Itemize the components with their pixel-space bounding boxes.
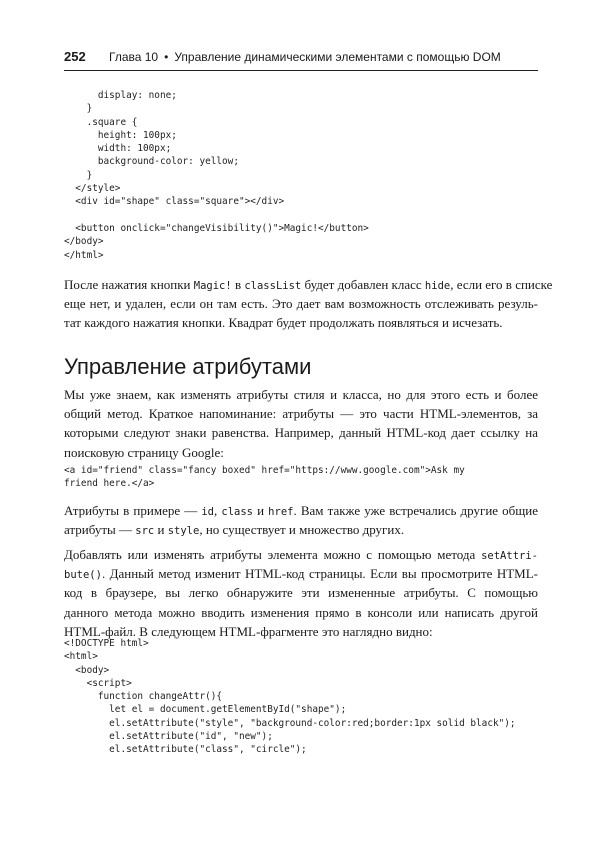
paragraph-attributes-intro: [64, 385, 538, 462]
paragraph-attribute-examples: [64, 501, 538, 539]
text-run: Добавлять или изменять атрибуты элемента можно с помощью метода: [64, 547, 482, 562]
text-run: атрибуты —: [64, 522, 136, 538]
text-run: код в браузере, вы легко обнаружите эти измененные атрибуты. С помощью: [64, 585, 538, 601]
inline-code: href: [268, 506, 294, 518]
code-line: </html>: [64, 249, 104, 261]
text-line: [64, 404, 538, 423]
code-line: <html>: [64, 651, 98, 663]
code-line: el.setAttribute("id", "new");: [64, 731, 273, 743]
chapter-title: Управление динамическими элементами с помощью DOM: [174, 50, 501, 64]
code-line: el.setAttribute("style", "background-color:red;border:1px solid black");: [64, 717, 516, 729]
code-line: <div id="shape" class="square"></div>: [64, 196, 285, 208]
text-line: [64, 443, 538, 462]
text-run: тат каждого нажатия кнопки. Квадрат будет продолжать появляться и исчезать.: [64, 315, 503, 331]
inline-code: setAttri-: [481, 550, 538, 562]
text-run: Атрибуты в примере —: [64, 503, 202, 518]
inline-code: src: [135, 525, 155, 538]
code-line: }: [64, 169, 93, 181]
code-line: <a id="friend" class="fancy boxed" href="https://www.google.com">Ask my: [64, 465, 465, 476]
code-line: background-color: yellow;: [64, 156, 239, 168]
code-line: }: [64, 103, 93, 115]
text-run: данного метода можно вводить изменения прямо в консоли или написать другой: [64, 604, 538, 620]
paragraph-magic-explanation: [64, 275, 553, 333]
inline-code: style: [167, 525, 200, 538]
text-line: [64, 564, 538, 583]
header-text: [109, 50, 501, 64]
text-run: еще нет, и удален, если он там есть. Это дает вам возможность отслеживать резуль-: [64, 296, 538, 312]
text-line: [64, 423, 538, 442]
code-line: .square {: [64, 116, 138, 128]
text-run: , но существует и множество других.: [199, 522, 405, 538]
code-line: let el = document.getElementById("shape");: [64, 704, 347, 716]
page-number: 252: [64, 49, 86, 64]
inline-code: class: [221, 506, 253, 518]
text-line: [64, 385, 538, 404]
inline-code: bute(): [64, 569, 102, 582]
paragraph-setattribute: [64, 545, 538, 641]
code-block-css-end: [64, 89, 369, 262]
code-line: height: 100px;: [64, 129, 177, 141]
inline-code: id: [201, 506, 214, 518]
text-run: . Данный метод изменит HTML-код страницы. Если вы просмотрите HTML-: [101, 566, 538, 582]
text-line: [64, 520, 538, 539]
text-run: которыми следуют знаки равенства. Например, данный HTML-код дает ссылку на: [64, 425, 538, 441]
text-line: [64, 294, 538, 313]
text-run: общий метод. Краткое напоминание: атрибуты — это части HTML-элементов, за: [64, 406, 538, 422]
text-run: поисковую страницу Google:: [64, 444, 224, 460]
section-heading: Управление атрибутами: [64, 354, 312, 379]
header-bullet: •: [164, 50, 169, 64]
code-line: friend here.</a>: [64, 478, 155, 490]
text-run: в: [231, 277, 245, 292]
code-line: function changeAttr(){: [64, 691, 223, 703]
code-line: el.setAttribute("class", "circle");: [64, 744, 307, 756]
running-header: [64, 48, 538, 71]
text-run: и: [154, 522, 168, 538]
text-run: и: [252, 503, 269, 518]
text-run: . Вам также уже встречались другие общие: [293, 503, 539, 518]
code-line: <script>: [64, 677, 132, 689]
code-line: display: none;: [64, 90, 177, 101]
text-line: [64, 501, 538, 520]
text-run: ,: [214, 503, 222, 518]
text-run: , если его в списке: [450, 277, 553, 292]
code-line: <button onclick="changeVisibility()">Magic!</button>: [64, 222, 369, 234]
text-run: HTML-файл. В следующем HTML-фрагменте это наглядно видно:: [64, 623, 433, 639]
text-line: [64, 313, 538, 332]
code-block-anchor-example: [64, 464, 465, 491]
text-line: [64, 545, 538, 564]
code-line: [64, 209, 369, 222]
code-line: width: 100px;: [64, 143, 172, 155]
text-run: После нажатия кнопки: [64, 277, 194, 292]
text-line: [64, 275, 553, 294]
code-line: </style>: [64, 183, 121, 195]
text-run: Мы уже знаем, как изменять атрибуты стиля и класса, но для этого есть и более: [64, 387, 538, 402]
inline-code: classList: [244, 280, 302, 292]
code-line: <!DOCTYPE html>: [64, 638, 149, 649]
code-line: <body>: [64, 664, 110, 676]
code-block-changeattr: [64, 637, 516, 757]
text-line: [64, 583, 538, 602]
inline-code: hide: [424, 280, 451, 292]
code-line: </body>: [64, 236, 104, 248]
text-run: будет добавлен класс: [301, 277, 425, 292]
text-line: [64, 603, 538, 622]
chapter-label: Глава 10: [109, 50, 159, 64]
inline-code: Magic!: [193, 280, 232, 292]
